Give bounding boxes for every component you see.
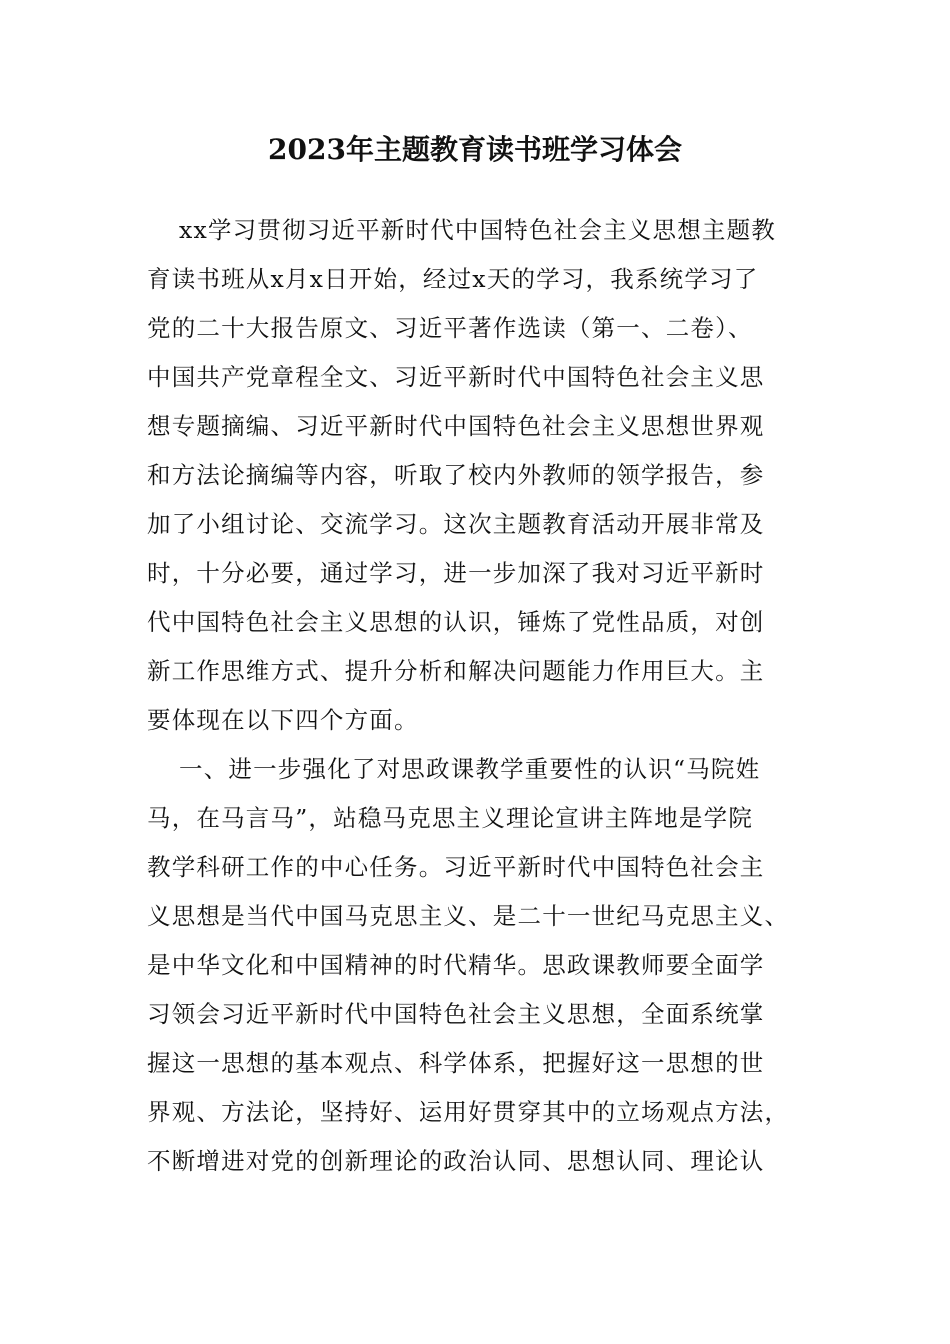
paragraph-line: 界观、方法论，坚持好、运用好贯穿其中的立场观点方法， [147, 1098, 790, 1126]
paragraph-line: 马，在马言马”，站稳马克思主义理论宣讲主阵地是学院 [147, 804, 754, 832]
paragraph-line: 是中华文化和中国精神的时代精华。思政课教师要全面学 [147, 951, 765, 979]
paragraph-line: 义思想是当代中国马克思主义、是二十一世纪马克思主义、 [147, 902, 790, 930]
paragraph-line: 教学科研工作的中心任务。习近平新时代中国特色社会主 [147, 853, 765, 881]
paragraph-line: 时，十分必要，通过学习，进一步加深了我对习近平新时 [147, 559, 765, 587]
paragraph-line: 想专题摘编、习近平新时代中国特色社会主义思想世界观 [147, 412, 765, 440]
paragraph-line: 代中国特色社会主义思想的认识，锤炼了党性品质，对创 [147, 608, 765, 636]
paragraph-line: 新工作思维方式、提升分析和解决问题能力作用巨大。主 [147, 657, 765, 685]
paragraph-line: 育读书班从x月x日开始，经过x天的学习，我系统学习了 [147, 265, 759, 293]
paragraph-line: 要体现在以下四个方面。 [147, 706, 419, 734]
paragraph-line: 和方法论摘编等内容，听取了校内外教师的领学报告，参 [147, 461, 765, 489]
document-body [147, 206, 807, 1186]
paragraph-line: 握这一思想的基本观点、科学体系，把握好这一思想的世 [147, 1049, 765, 1077]
document-title: 2023年主题教育读书班学习体会 [268, 133, 682, 166]
paragraph-line: 习领会习近平新时代中国特色社会主义思想，全面系统掌 [147, 1000, 765, 1028]
paragraph-line: 加了小组讨论、交流学习。这次主题教育活动开展非常及 [147, 510, 765, 538]
paragraph-line: xx学习贯彻习近平新时代中国特色社会主义思想主题教 [179, 216, 777, 244]
paragraph-line: 党的二十大报告原文、习近平著作选读（第一、二卷）、 [147, 314, 753, 342]
paragraph-line: 一、进一步强化了对思政课教学重要性的认识“马院姓 [179, 755, 761, 783]
paragraph-line: 中国共产党章程全文、习近平新时代中国特色社会主义思 [147, 363, 765, 391]
paragraph-line: 不断增进对党的创新理论的政治认同、思想认同、理论认 [147, 1147, 765, 1175]
